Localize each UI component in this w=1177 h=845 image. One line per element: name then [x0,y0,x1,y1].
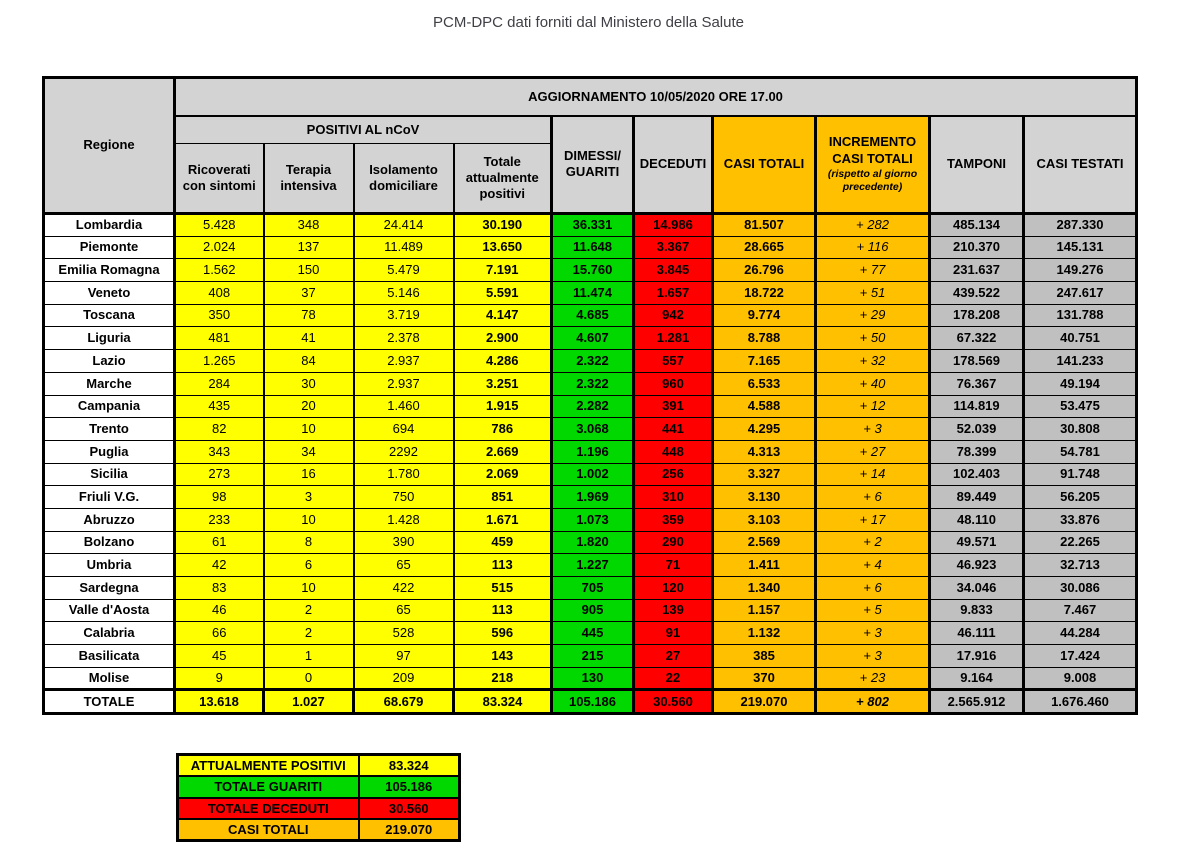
cell-isolamento: 65 [354,554,454,577]
header-row-groups [44,116,1137,144]
cell-tamponi: 9.164 [930,667,1024,690]
cell-incremento: + 12 [816,395,930,418]
cell-totale-positivi: 786 [454,418,552,441]
cell-dimessi-guariti: 1.227 [552,554,634,577]
cell-casi-totali: 1.157 [713,599,816,622]
cell-isolamento: 68.679 [354,690,454,714]
table-row [44,667,1137,690]
cell-dimessi-guariti: 215 [552,645,634,668]
table-row [44,259,1137,282]
table-row [44,486,1137,509]
summary-value: 30.560 [359,798,460,820]
cell-regione: Molise [44,667,175,690]
cell-isolamento: 694 [354,418,454,441]
cell-deceduti: 22 [634,667,713,690]
cell-casi-testati: 131.788 [1024,304,1137,327]
cell-isolamento: 422 [354,577,454,600]
cell-isolamento: 5.479 [354,259,454,282]
summary-row-attualmente-positivi [178,755,460,777]
cell-ricoverati: 284 [175,372,264,395]
header-regione-label: Regione [83,137,135,153]
header-deceduti: DECEDUTI [634,116,713,214]
cell-totale-positivi: 4.286 [454,350,552,373]
summary-row-totale-guariti [178,776,460,798]
header-row-banner [44,78,1137,116]
cell-regione: Sicilia [44,463,175,486]
cell-terapia: 150 [264,259,354,282]
cell-casi-totali: 28.665 [713,236,816,259]
summary-row-totale-deceduti [178,798,460,820]
cell-casi-testati: 149.276 [1024,259,1137,282]
page-title: PCM-DPC dati forniti dal Ministero della Salute [433,14,744,31]
cell-incremento: + 17 [816,508,930,531]
cell-regione: Valle d'Aosta [44,599,175,622]
cell-ricoverati: 1.562 [175,259,264,282]
cell-tamponi: 485.134 [930,214,1024,237]
cell-incremento: + 4 [816,554,930,577]
cell-dimessi-guariti: 3.068 [552,418,634,441]
cell-isolamento: 2.937 [354,350,454,373]
summary-value: 83.324 [359,755,460,777]
summary-table [176,753,461,842]
cell-ricoverati: 343 [175,440,264,463]
cell-regione: Abruzzo [44,508,175,531]
summary-row-casi-totali [178,819,460,841]
cell-totale-positivi: 113 [454,554,552,577]
cell-casi-testati: 145.131 [1024,236,1137,259]
cell-deceduti: 3.367 [634,236,713,259]
cell-tamponi: 114.819 [930,395,1024,418]
cell-totale-positivi: 143 [454,645,552,668]
cell-casi-totali: 81.507 [713,214,816,237]
summary-label: TOTALE GUARITI [178,776,359,798]
cell-regione: Puglia [44,440,175,463]
cell-dimessi-guariti: 1.196 [552,440,634,463]
cell-tamponi: 178.208 [930,304,1024,327]
cell-incremento: + 23 [816,667,930,690]
cell-casi-totali: 9.774 [713,304,816,327]
cell-tamponi: 102.403 [930,463,1024,486]
cell-terapia: 10 [264,418,354,441]
cell-regione: Veneto [44,282,175,305]
cell-ricoverati: 13.618 [175,690,264,714]
cell-isolamento: 1.780 [354,463,454,486]
cell-regione: Friuli V.G. [44,486,175,509]
table-row [44,214,1137,237]
cell-isolamento: 11.489 [354,236,454,259]
cell-terapia: 37 [264,282,354,305]
cell-terapia: 34 [264,440,354,463]
cell-totale-positivi: 2.669 [454,440,552,463]
cell-casi-testati: 141.233 [1024,350,1137,373]
cell-incremento: + 3 [816,645,930,668]
cell-regione: Piemonte [44,236,175,259]
cell-terapia: 6 [264,554,354,577]
cell-ricoverati: 45 [175,645,264,668]
cell-tamponi: 210.370 [930,236,1024,259]
cell-isolamento: 390 [354,531,454,554]
cell-dimessi-guariti: 2.282 [552,395,634,418]
cell-terapia: 20 [264,395,354,418]
cell-totale-positivi: 2.900 [454,327,552,350]
cell-tamponi: 78.399 [930,440,1024,463]
cell-ricoverati: 9 [175,667,264,690]
header-regione [44,78,175,214]
cell-casi-testati: 287.330 [1024,214,1137,237]
cell-terapia: 348 [264,214,354,237]
cell-incremento: + 116 [816,236,930,259]
cell-deceduti: 91 [634,622,713,645]
table-row [44,440,1137,463]
cell-tamponi: 178.569 [930,350,1024,373]
cell-isolamento: 2.937 [354,372,454,395]
cell-totale-positivi: 113 [454,599,552,622]
cell-deceduti: 1.281 [634,327,713,350]
cell-totale-positivi: 1.671 [454,508,552,531]
cell-ricoverati: 350 [175,304,264,327]
cell-regione: Trento [44,418,175,441]
cell-terapia: 8 [264,531,354,554]
header-terapia: Terapia intensiva [264,144,354,214]
header-positivi-group-label: POSITIVI AL nCoV [306,121,420,137]
cell-regione: Lazio [44,350,175,373]
cell-ricoverati: 98 [175,486,264,509]
cell-casi-testati: 30.808 [1024,418,1137,441]
cell-incremento: + 29 [816,304,930,327]
cell-casi-totali: 370 [713,667,816,690]
cell-ricoverati: 5.428 [175,214,264,237]
cell-casi-totali: 4.313 [713,440,816,463]
cell-casi-testati: 40.751 [1024,327,1137,350]
cell-terapia: 2 [264,622,354,645]
cell-casi-totali: 4.295 [713,418,816,441]
cell-deceduti: 71 [634,554,713,577]
table-row [44,372,1137,395]
cell-terapia: 16 [264,463,354,486]
cell-isolamento: 1.460 [354,395,454,418]
cell-ricoverati: 481 [175,327,264,350]
cell-totale-positivi: 7.191 [454,259,552,282]
table-row [44,350,1137,373]
cell-incremento: + 3 [816,622,930,645]
cell-casi-testati: 53.475 [1024,395,1137,418]
cell-incremento: + 32 [816,350,930,373]
cell-casi-totali: 7.165 [713,350,816,373]
cell-incremento: + 3 [816,418,930,441]
cell-deceduti: 30.560 [634,690,713,714]
cell-ricoverati: 61 [175,531,264,554]
cell-isolamento: 5.146 [354,282,454,305]
cell-incremento: + 27 [816,440,930,463]
table-row [44,395,1137,418]
cell-deceduti: 448 [634,440,713,463]
header-ricoverati: Ricoverati con sintomi [175,144,264,214]
cell-casi-totali: 1.132 [713,622,816,645]
cell-casi-totali: 18.722 [713,282,816,305]
table-row [44,282,1137,305]
cell-ricoverati: 408 [175,282,264,305]
cell-casi-totali: 3.130 [713,486,816,509]
cell-casi-testati: 54.781 [1024,440,1137,463]
cell-casi-totali: 219.070 [713,690,816,714]
cell-deceduti: 942 [634,304,713,327]
cell-isolamento: 24.414 [354,214,454,237]
cell-dimessi-guariti: 1.820 [552,531,634,554]
summary-value: 105.186 [359,776,460,798]
cell-deceduti: 1.657 [634,282,713,305]
cell-ricoverati: 46 [175,599,264,622]
table-row [44,554,1137,577]
cell-terapia: 137 [264,236,354,259]
header-incremento: INCREMENTO CASI TOTALI (rispetto al giorno precedente) [816,116,930,214]
cell-ricoverati: 83 [175,577,264,600]
cell-deceduti: 359 [634,508,713,531]
cell-ricoverati: 1.265 [175,350,264,373]
cell-tamponi: 89.449 [930,486,1024,509]
cell-regione: Umbria [44,554,175,577]
header-incremento-note: (rispetto al giorno precedente) [827,167,918,193]
cell-regione: Basilicata [44,645,175,668]
cell-casi-testati: 22.265 [1024,531,1137,554]
cell-isolamento: 750 [354,486,454,509]
cell-dimessi-guariti: 1.002 [552,463,634,486]
cell-isolamento: 2.378 [354,327,454,350]
cell-incremento: + 2 [816,531,930,554]
cell-dimessi-guariti: 130 [552,667,634,690]
cell-incremento: + 802 [816,690,930,714]
cell-dimessi-guariti: 36.331 [552,214,634,237]
cell-casi-totali: 3.327 [713,463,816,486]
cell-ricoverati: 435 [175,395,264,418]
cell-totale-positivi: 83.324 [454,690,552,714]
cell-dimessi-guariti: 11.474 [552,282,634,305]
cell-casi-testati: 32.713 [1024,554,1137,577]
cell-casi-testati: 49.194 [1024,372,1137,395]
cell-isolamento: 2292 [354,440,454,463]
summary-value: 219.070 [359,819,460,841]
cell-casi-testati: 17.424 [1024,645,1137,668]
table-row [44,418,1137,441]
cell-casi-testati: 91.748 [1024,463,1137,486]
cell-dimessi-guariti: 445 [552,622,634,645]
cell-deceduti: 441 [634,418,713,441]
cell-terapia: 30 [264,372,354,395]
cell-dimessi-guariti: 1.969 [552,486,634,509]
cell-ricoverati: 66 [175,622,264,645]
header-casi-testati: CASI TESTATI [1024,116,1137,214]
cell-isolamento: 209 [354,667,454,690]
cell-terapia: 0 [264,667,354,690]
cell-tamponi: 48.110 [930,508,1024,531]
cell-casi-totali: 1.411 [713,554,816,577]
table-row [44,622,1137,645]
cell-deceduti: 3.845 [634,259,713,282]
cell-terapia: 2 [264,599,354,622]
cell-incremento: + 50 [816,327,930,350]
cell-casi-testati: 56.205 [1024,486,1137,509]
cell-terapia: 84 [264,350,354,373]
cell-incremento: + 6 [816,577,930,600]
cell-casi-testati: 33.876 [1024,508,1137,531]
cell-deceduti: 27 [634,645,713,668]
header-totale-positivi: Totale attualmente positivi [454,144,552,214]
cell-deceduti: 960 [634,372,713,395]
cell-incremento: + 77 [816,259,930,282]
cell-totale-positivi: 4.147 [454,304,552,327]
cell-isolamento: 528 [354,622,454,645]
cell-totale-positivi: 218 [454,667,552,690]
cell-incremento: + 51 [816,282,930,305]
cell-regione: TOTALE [44,690,175,714]
table-row [44,236,1137,259]
cell-casi-testati: 30.086 [1024,577,1137,600]
header-positivi-group [175,116,552,144]
cell-dimessi-guariti: 905 [552,599,634,622]
cell-casi-totali: 4.588 [713,395,816,418]
cell-casi-testati: 1.676.460 [1024,690,1137,714]
cell-tamponi: 2.565.912 [930,690,1024,714]
cell-tamponi: 49.571 [930,531,1024,554]
cell-incremento: + 282 [816,214,930,237]
cell-regione: Bolzano [44,531,175,554]
cell-casi-totali: 3.103 [713,508,816,531]
cell-totale-positivi: 515 [454,577,552,600]
table-row [44,531,1137,554]
update-banner [175,78,1137,116]
table-row [44,645,1137,668]
cell-tamponi: 34.046 [930,577,1024,600]
table-row [44,463,1137,486]
cell-isolamento: 97 [354,645,454,668]
cell-casi-testati: 247.617 [1024,282,1137,305]
cell-terapia: 41 [264,327,354,350]
cell-casi-testati: 7.467 [1024,599,1137,622]
cell-tamponi: 76.367 [930,372,1024,395]
cell-terapia: 10 [264,577,354,600]
cell-dimessi-guariti: 11.648 [552,236,634,259]
table-row [44,327,1137,350]
cell-deceduti: 557 [634,350,713,373]
cell-isolamento: 1.428 [354,508,454,531]
table-total-row [44,690,1137,714]
cell-totale-positivi: 851 [454,486,552,509]
covid-region-table [42,76,1138,715]
cell-tamponi: 67.322 [930,327,1024,350]
cell-casi-totali: 26.796 [713,259,816,282]
cell-ricoverati: 82 [175,418,264,441]
cell-deceduti: 256 [634,463,713,486]
cell-dimessi-guariti: 15.760 [552,259,634,282]
cell-regione: Marche [44,372,175,395]
cell-incremento: + 6 [816,486,930,509]
cell-incremento: + 40 [816,372,930,395]
summary-label: TOTALE DECEDUTI [178,798,359,820]
table-row [44,599,1137,622]
cell-totale-positivi: 1.915 [454,395,552,418]
cell-tamponi: 439.522 [930,282,1024,305]
cell-totale-positivi: 13.650 [454,236,552,259]
header-tamponi: TAMPONI [930,116,1024,214]
cell-totale-positivi: 459 [454,531,552,554]
header-isolamento: Isolamento domiciliare [354,144,454,214]
cell-tamponi: 46.923 [930,554,1024,577]
cell-regione: Emilia Romagna [44,259,175,282]
header-dimessi-guariti: DIMESSI/ GUARITI [552,116,634,214]
cell-casi-totali: 8.788 [713,327,816,350]
cell-deceduti: 310 [634,486,713,509]
cell-tamponi: 9.833 [930,599,1024,622]
cell-regione: Campania [44,395,175,418]
cell-totale-positivi: 30.190 [454,214,552,237]
cell-totale-positivi: 3.251 [454,372,552,395]
cell-terapia: 1.027 [264,690,354,714]
table-row [44,304,1137,327]
cell-ricoverati: 42 [175,554,264,577]
region-rows [44,214,1137,714]
cell-deceduti: 290 [634,531,713,554]
cell-regione: Liguria [44,327,175,350]
cell-isolamento: 65 [354,599,454,622]
cell-dimessi-guariti: 1.073 [552,508,634,531]
cell-dimessi-guariti: 4.607 [552,327,634,350]
cell-isolamento: 3.719 [354,304,454,327]
cell-tamponi: 231.637 [930,259,1024,282]
cell-terapia: 78 [264,304,354,327]
cell-dimessi-guariti: 705 [552,577,634,600]
cell-regione: Toscana [44,304,175,327]
cell-deceduti: 120 [634,577,713,600]
cell-regione: Calabria [44,622,175,645]
cell-tamponi: 46.111 [930,622,1024,645]
cell-casi-testati: 44.284 [1024,622,1137,645]
table-row [44,508,1137,531]
cell-totale-positivi: 596 [454,622,552,645]
cell-dimessi-guariti: 4.685 [552,304,634,327]
cell-regione: Lombardia [44,214,175,237]
cell-casi-testati: 9.008 [1024,667,1137,690]
cell-terapia: 10 [264,508,354,531]
cell-ricoverati: 233 [175,508,264,531]
cell-dimessi-guariti: 105.186 [552,690,634,714]
cell-casi-totali: 385 [713,645,816,668]
cell-regione: Sardegna [44,577,175,600]
cell-casi-totali: 1.340 [713,577,816,600]
cell-deceduti: 14.986 [634,214,713,237]
header-casi-totali: CASI TOTALI [713,116,816,214]
cell-deceduti: 139 [634,599,713,622]
cell-totale-positivi: 2.069 [454,463,552,486]
cell-casi-totali: 6.533 [713,372,816,395]
cell-deceduti: 391 [634,395,713,418]
cell-tamponi: 52.039 [930,418,1024,441]
cell-ricoverati: 2.024 [175,236,264,259]
cell-ricoverati: 273 [175,463,264,486]
cell-terapia: 3 [264,486,354,509]
summary-label: CASI TOTALI [178,819,359,841]
summary-label: ATTUALMENTE POSITIVI [178,755,359,777]
cell-casi-totali: 2.569 [713,531,816,554]
cell-totale-positivi: 5.591 [454,282,552,305]
cell-tamponi: 17.916 [930,645,1024,668]
table-row [44,577,1137,600]
cell-terapia: 1 [264,645,354,668]
update-banner-label: AGGIORNAMENTO 10/05/2020 ORE 17.00 [528,88,783,104]
cell-dimessi-guariti: 2.322 [552,372,634,395]
cell-dimessi-guariti: 2.322 [552,350,634,373]
cell-incremento: + 5 [816,599,930,622]
cell-incremento: + 14 [816,463,930,486]
